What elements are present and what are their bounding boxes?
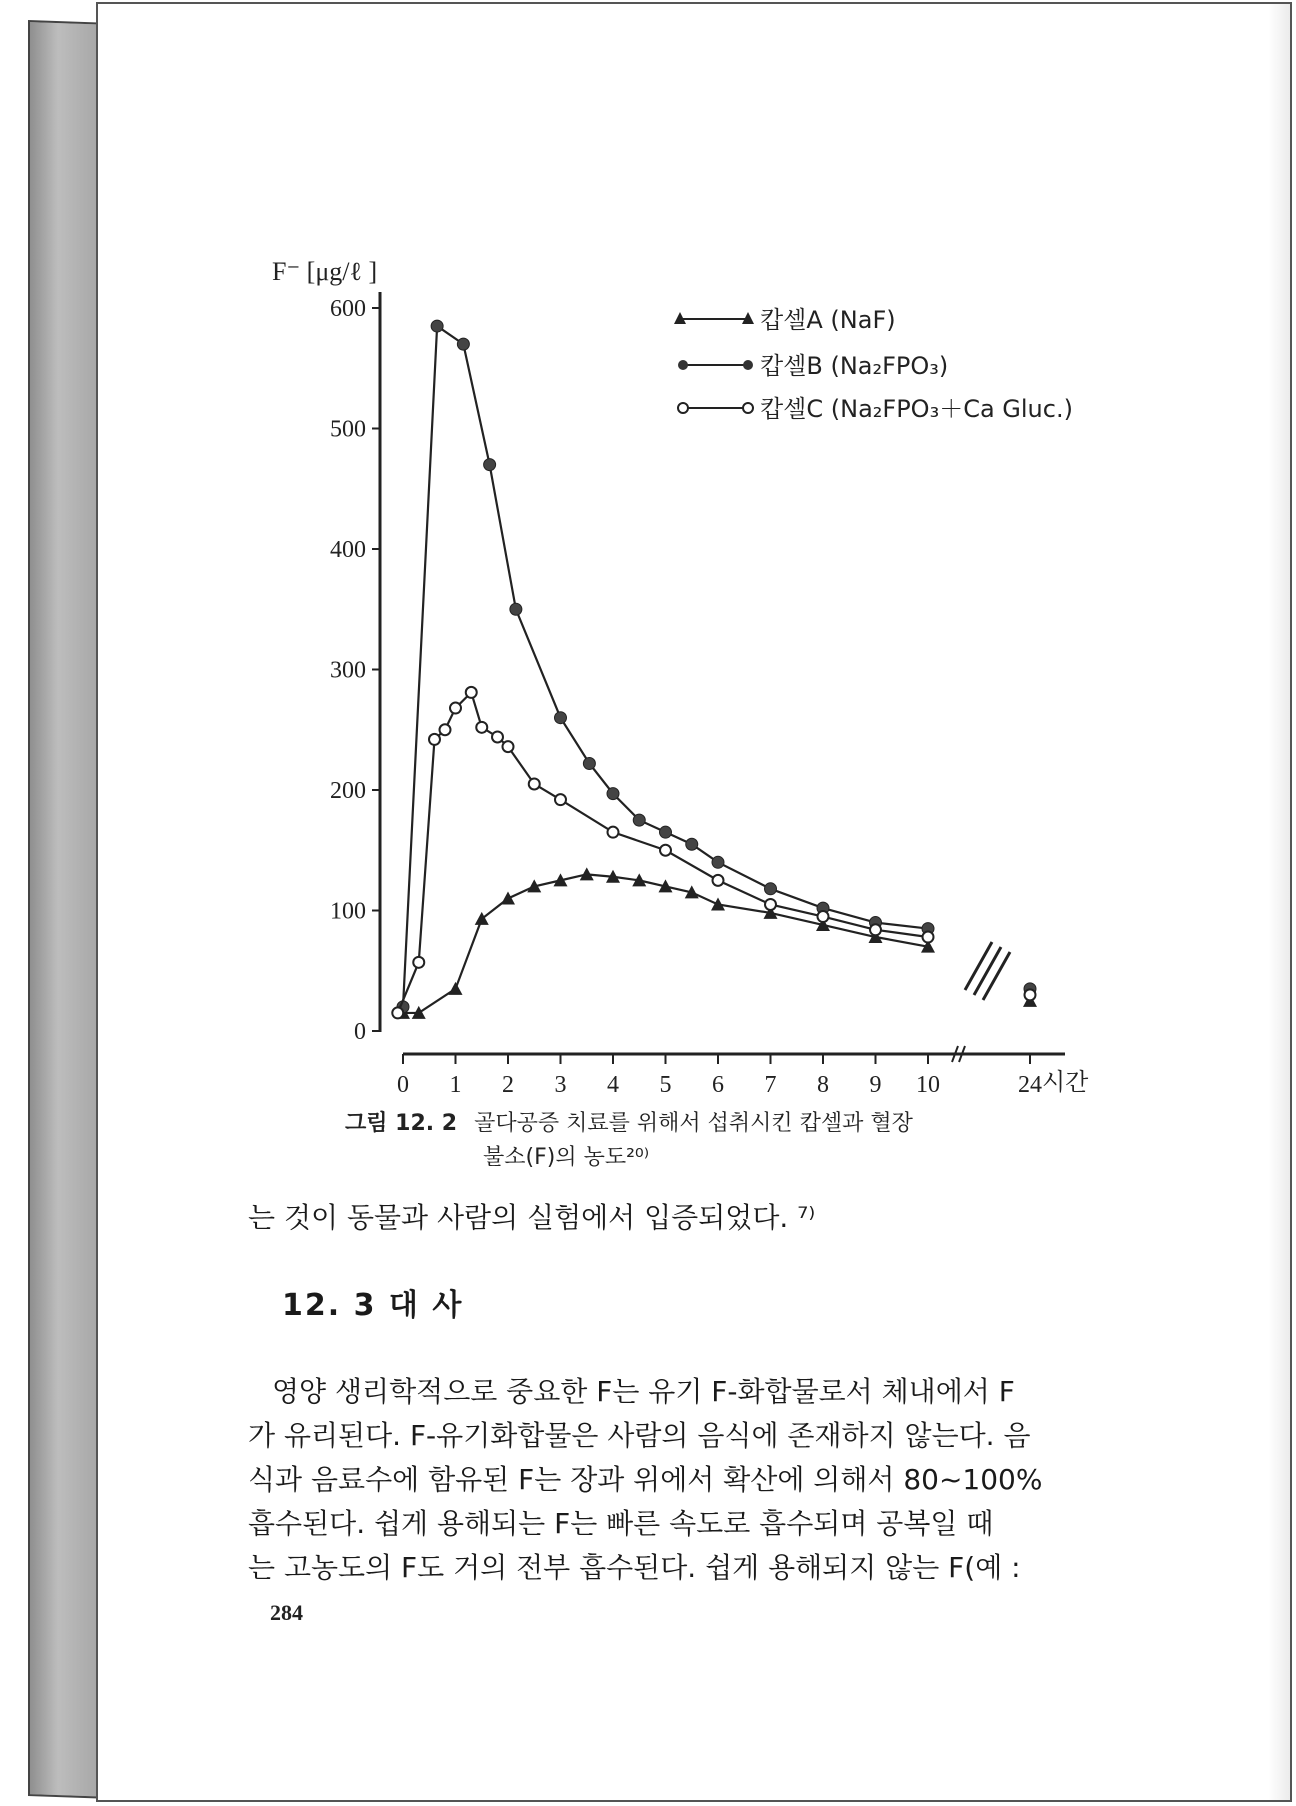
data-point-open-circle [392, 1007, 403, 1018]
paragraph-line-1: 영양 생리학적으로 중요한 F는 유기 F-화합물로서 체내에서 F [272, 1375, 1015, 1408]
y-tick-label: 200 [330, 778, 366, 804]
x-tick-label: 1 [449, 1072, 462, 1098]
data-point-open-circle [413, 957, 424, 968]
x-tick-label: 3 [554, 1072, 567, 1098]
y-ticks [330, 296, 380, 1045]
data-point-open-circle [492, 731, 503, 742]
data-point-triangle [501, 891, 515, 904]
data-point-triangle [449, 982, 463, 995]
data-point-filled-circle [510, 603, 522, 615]
x-tick-label: 7 [764, 1072, 777, 1098]
data-point-filled-circle [765, 883, 777, 895]
figure-caption [345, 1107, 1045, 1175]
y-tick-label: 100 [330, 898, 366, 925]
legend-label-b: 캅셀B (Na₂FPO₃) [760, 352, 949, 380]
data-point-filled-circle [431, 320, 443, 332]
series-line-1 [403, 326, 928, 1007]
data-point-open-circle [765, 899, 776, 910]
x-tick-label: 5 [659, 1072, 672, 1098]
data-point-filled-circle [484, 459, 496, 471]
data-point-open-circle [466, 687, 477, 698]
data-point-filled-circle [555, 712, 567, 724]
data-point-filled-circle [457, 338, 469, 350]
paragraph-line-5: 는 고농도의 F도 거의 전부 흡수된다. 쉽게 용해되지 않는 F(예 : [248, 1551, 1021, 1584]
data-point-filled-circle [686, 838, 698, 850]
data-point-filled-circle [712, 856, 724, 868]
y-tick-label: 0 [354, 1019, 366, 1045]
x-tick-label: 24 [1018, 1072, 1042, 1098]
data-point-filled-circle [583, 757, 595, 769]
data-point-open-circle [870, 924, 881, 935]
page-number: 284 [270, 1600, 303, 1625]
legend-label-c: 캅셀C (Na₂FPO₃＋Ca Gluc.) [760, 395, 1073, 423]
data-point-open-circle [818, 911, 829, 922]
x-tick-label: 2 [502, 1072, 514, 1098]
data-point-open-circle [450, 703, 461, 714]
x-tick-label: 9 [869, 1072, 882, 1098]
caption-line-2: 불소(F)의 농도²⁰⁾ [483, 1145, 650, 1170]
y-tick-label: 300 [330, 657, 366, 684]
y-tick-label: 500 [330, 416, 366, 443]
paragraph-line-2: 가 유리된다. F-유기화합물은 사람의 음식에 존재하지 않는다. 음 [248, 1419, 1031, 1452]
data-point-filled-circle [633, 814, 645, 826]
legend-marker-filled-circle [678, 360, 688, 370]
text-line-continuation: 는 것이 동물과 사람의 실험에서 입증되었다. ⁷⁾ [248, 1201, 816, 1234]
x-tick-label: 10 [916, 1072, 940, 1098]
data-point-filled-circle [607, 788, 619, 800]
data-point-open-circle [476, 722, 487, 733]
data-point-open-circle [608, 827, 619, 838]
x-tick-label: 6 [712, 1072, 724, 1098]
x-axis-label: 시간 [1042, 1070, 1089, 1096]
legend-marker-open-circle [743, 403, 753, 413]
data-point-open-circle [1025, 989, 1036, 1000]
legend-marker-open-circle [678, 403, 688, 413]
legend [674, 306, 1073, 423]
section-heading: 12. 3 대 사 [282, 1288, 464, 1323]
data-point-open-circle [429, 734, 440, 745]
data-point-filled-circle [660, 826, 672, 838]
x-tick-label: 4 [607, 1072, 619, 1098]
x-ticks [397, 1054, 1042, 1098]
data-point-open-circle [713, 875, 724, 886]
y-tick-label: 400 [330, 537, 366, 563]
caption-line-1: 골다공증 치료를 위해서 섭취시킨 캅셀과 혈장 [474, 1111, 913, 1136]
data-point-open-circle [923, 932, 934, 943]
x-tick-label: 8 [817, 1072, 829, 1098]
series-break-marks [965, 942, 1010, 1000]
x-tick-label: 0 [397, 1072, 409, 1098]
data-point-triangle [711, 897, 725, 910]
data-point-open-circle [660, 845, 671, 856]
data-point-open-circle [529, 778, 540, 789]
y-tick-label: 600 [330, 296, 366, 322]
series-layer [392, 320, 1037, 1019]
data-point-open-circle [440, 724, 451, 735]
data-point-open-circle [503, 741, 514, 752]
legend-label-a: 캅셀A (NaF) [760, 306, 896, 334]
paragraph-line-4: 흡수된다. 쉽게 용해되는 F는 빠른 속도로 흡수되며 공복일 때 [248, 1507, 994, 1540]
y-axis-label: F⁻ [μg/ℓ ] [272, 257, 378, 286]
series-line-0 [403, 874, 928, 1013]
paragraph-line-3: 식과 음료수에 함유된 F는 장과 위에서 확산에 의해서 80~100% [248, 1463, 1043, 1496]
legend-marker-filled-circle [743, 360, 753, 370]
figure-number: 그림 12. 2 [345, 1111, 458, 1136]
data-point-open-circle [555, 794, 566, 805]
